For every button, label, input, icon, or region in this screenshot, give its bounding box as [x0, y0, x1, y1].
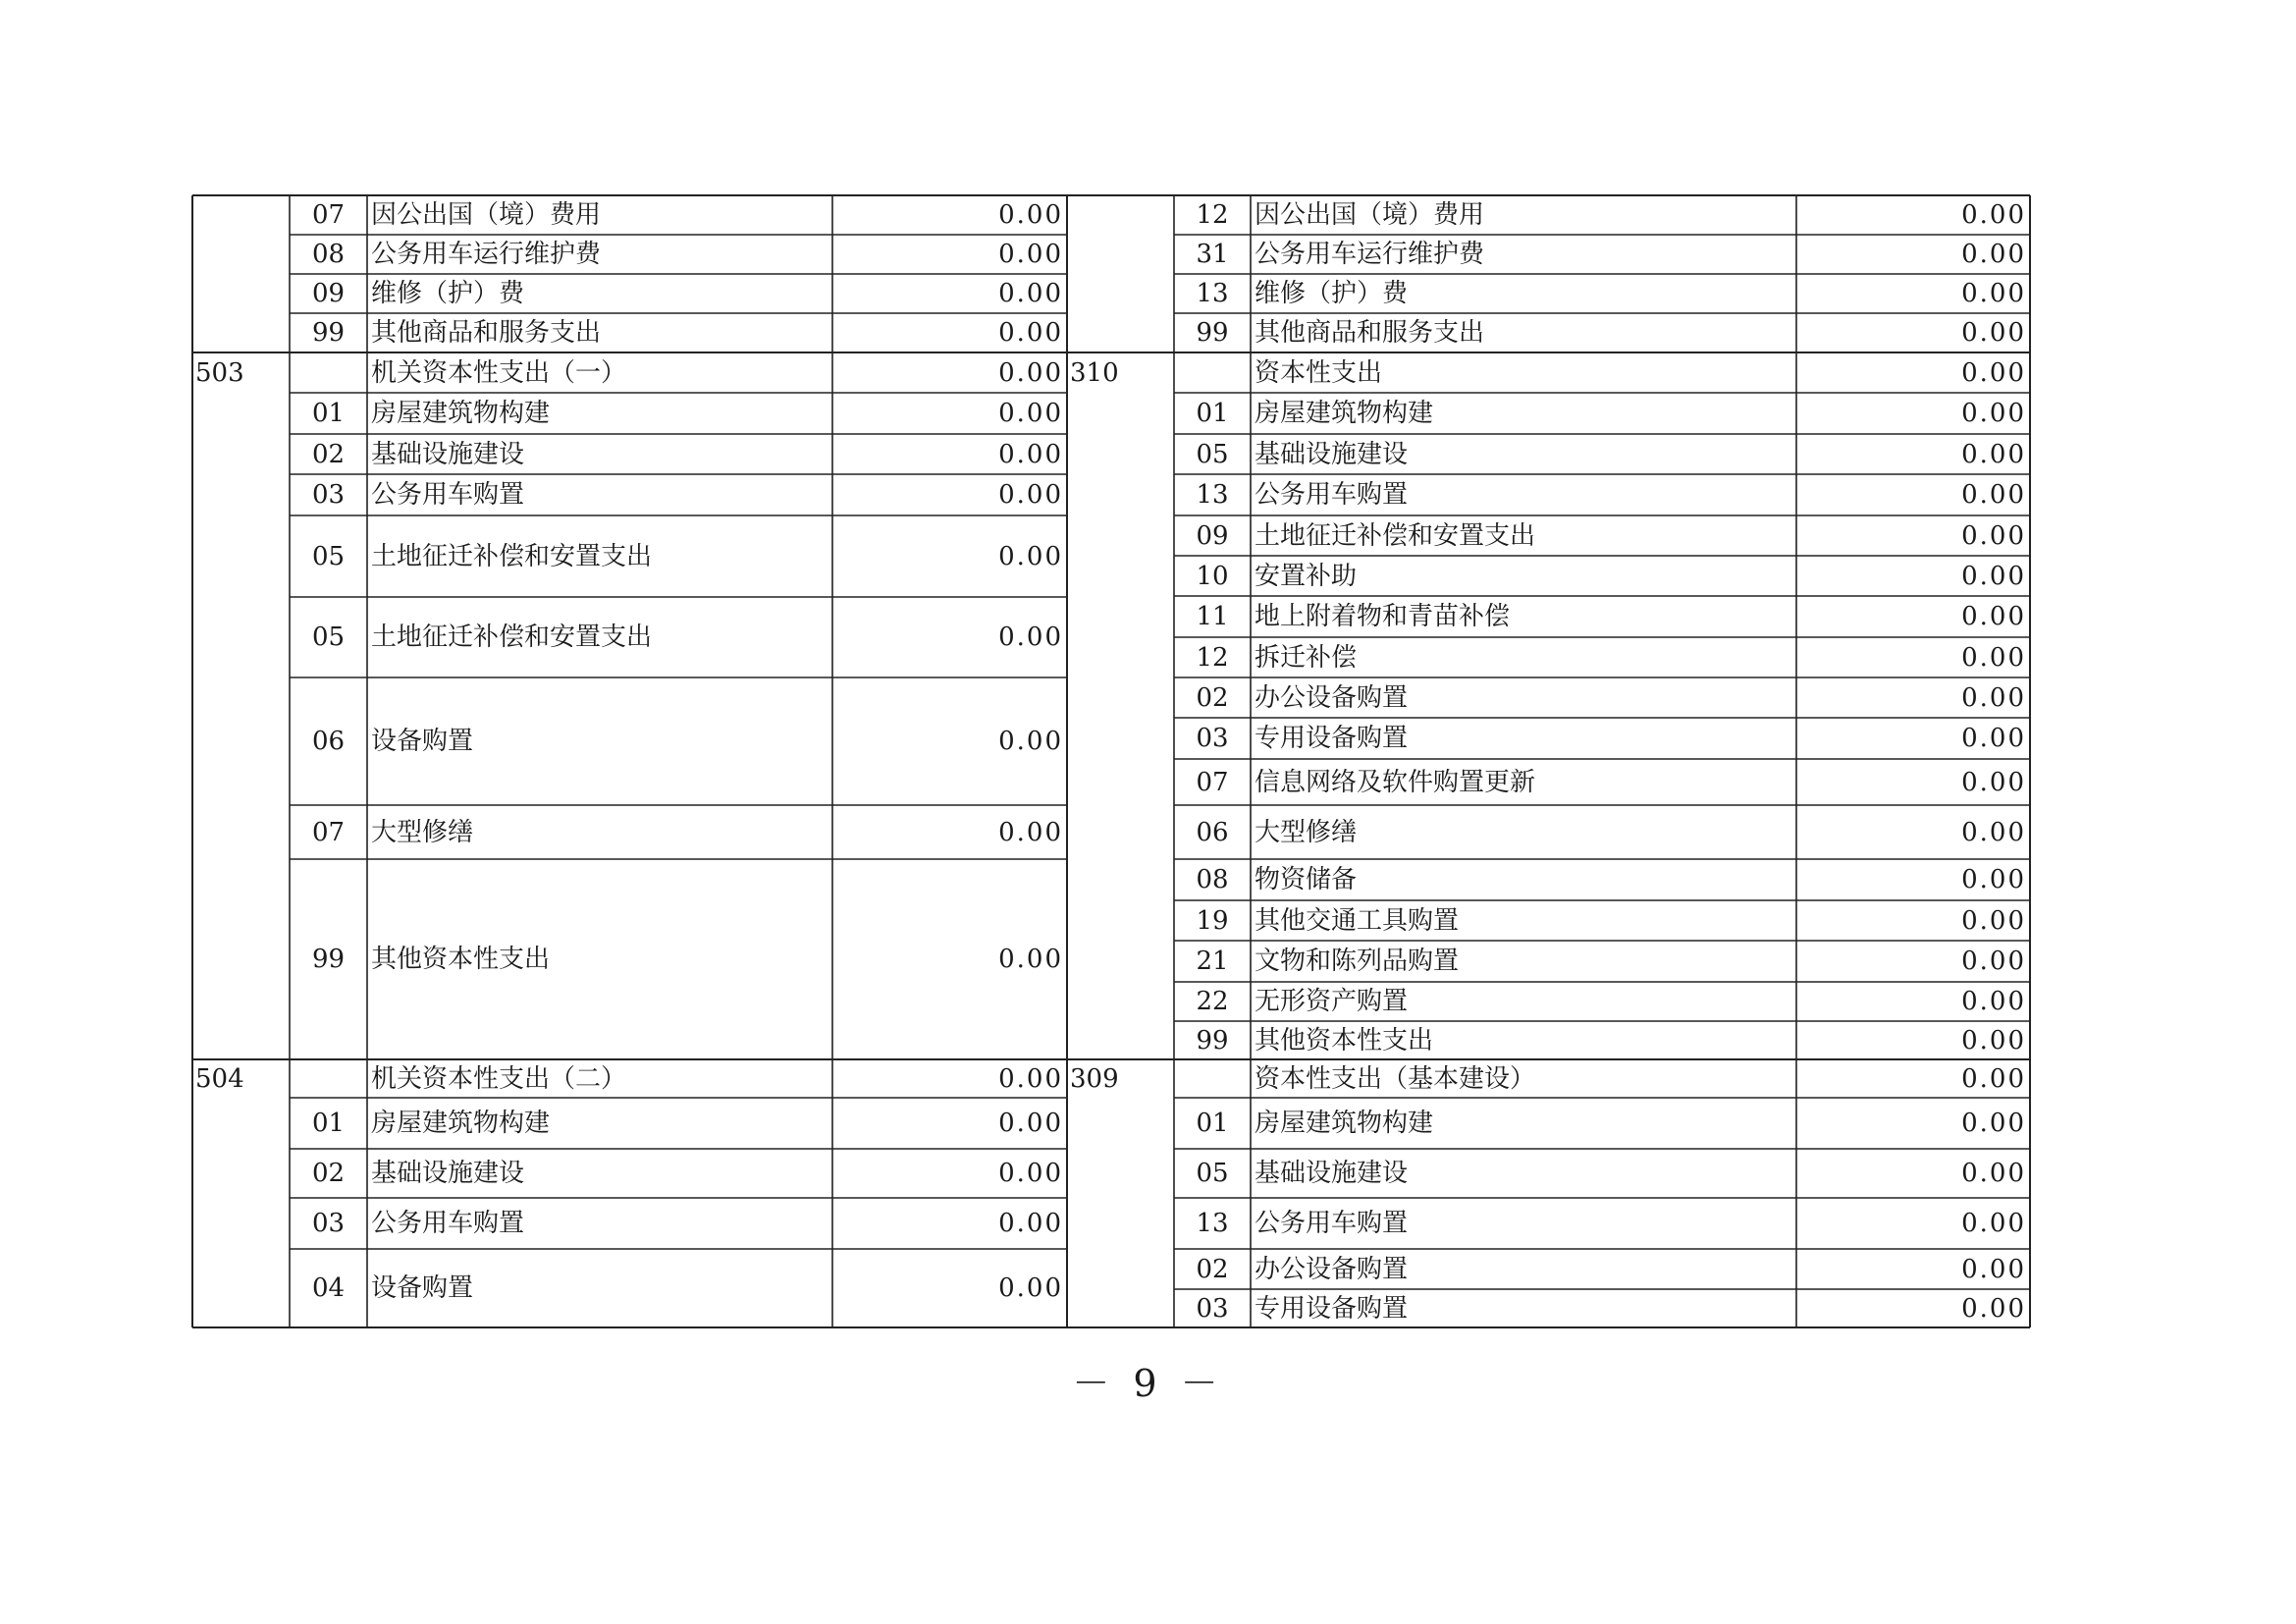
- right-item-name: 基础设施建设: [1255, 439, 1409, 469]
- right-item-amount: 0.00: [1961, 480, 2026, 510]
- left-item-amount: 0.00: [998, 480, 1063, 510]
- right-item-name: 专用设备购置: [1255, 1293, 1409, 1324]
- left-item-code: 02: [311, 1159, 346, 1188]
- page-number: － 9 －: [1072, 1362, 1224, 1405]
- left-item-amount: 0.00: [998, 623, 1063, 652]
- right-item-amount: 0.00: [1961, 561, 2026, 591]
- right-item-amount: 0.00: [1961, 279, 2026, 308]
- left-item-code: 01: [311, 399, 346, 428]
- right-item-amount: 0.00: [1961, 399, 2026, 428]
- right-item-amount: 0.00: [1961, 439, 2026, 469]
- left-item-name: 基础设施建设: [371, 1159, 525, 1188]
- left-item-name: 其他商品和服务支出: [371, 318, 602, 348]
- right-group-code: 309: [1070, 1063, 1119, 1094]
- left-item-name: 因公出国（境）费用: [371, 200, 602, 230]
- right-item-name: 公务用车运行维护费: [1255, 240, 1485, 269]
- right-item-amount: 0.00: [1961, 817, 2026, 847]
- right-item-name: 房屋建筑物构建: [1255, 399, 1434, 428]
- right-item-code: 08: [1196, 865, 1229, 894]
- left-item-name: 基础设施建设: [371, 439, 525, 469]
- right-item-amount: 0.00: [1961, 767, 2026, 797]
- right-item-name: 公务用车购置: [1255, 480, 1409, 510]
- right-item-code: 02: [1196, 1254, 1229, 1284]
- left-item-name: 土地征迁补偿和安置支出: [371, 623, 653, 652]
- left-group-amount: 0.00: [998, 1063, 1063, 1094]
- right-item-amount: 0.00: [1961, 1293, 2026, 1324]
- right-item-amount: 0.00: [1961, 1254, 2026, 1284]
- right-item-amount: 0.00: [1961, 642, 2026, 673]
- right-item-code: 21: [1196, 947, 1229, 976]
- right-item-code: 05: [1196, 1159, 1229, 1188]
- right-item-amount: 0.00: [1961, 1159, 2026, 1188]
- right-item-code: 99: [1196, 1025, 1229, 1056]
- left-item-amount: 0.00: [998, 817, 1063, 847]
- right-group-name: 资本性支出（基本建设）: [1255, 1063, 1536, 1094]
- right-group-amount: 0.00: [1961, 1063, 2026, 1094]
- right-item-name: 大型修缮: [1255, 817, 1358, 847]
- right-item-name: 无形资产购置: [1255, 987, 1409, 1016]
- left-item-amount: 0.00: [998, 1209, 1063, 1238]
- right-item-amount: 0.00: [1961, 987, 2026, 1016]
- right-item-code: 07: [1196, 767, 1229, 797]
- right-item-amount: 0.00: [1961, 240, 2026, 269]
- left-item-code: 09: [311, 279, 346, 308]
- right-item-name: 专用设备购置: [1255, 724, 1409, 753]
- right-item-code: 10: [1196, 561, 1229, 591]
- left-item-amount: 0.00: [998, 399, 1063, 428]
- left-item-name: 土地征迁补偿和安置支出: [371, 541, 653, 571]
- left-item-name: 其他资本性支出: [371, 945, 551, 974]
- left-item-amount: 0.00: [998, 541, 1063, 571]
- right-item-name: 维修（护）费: [1255, 279, 1409, 308]
- right-item-code: 22: [1196, 987, 1229, 1016]
- left-item-amount: 0.00: [998, 1109, 1063, 1138]
- right-item-code: 01: [1196, 1109, 1229, 1138]
- right-item-amount: 0.00: [1961, 947, 2026, 976]
- right-item-name: 地上附着物和青苗补偿: [1255, 602, 1511, 631]
- right-item-amount: 0.00: [1961, 318, 2026, 348]
- left-item-name: 公务用车购置: [371, 1209, 525, 1238]
- left-item-amount: 0.00: [998, 439, 1063, 469]
- left-item-code: 07: [311, 817, 346, 847]
- right-item-code: 03: [1196, 724, 1229, 753]
- right-item-amount: 0.00: [1961, 1025, 2026, 1056]
- right-item-amount: 0.00: [1961, 1209, 2026, 1238]
- left-item-amount: 0.00: [998, 945, 1063, 974]
- right-item-name: 安置补助: [1255, 561, 1358, 591]
- left-item-amount: 0.00: [998, 318, 1063, 348]
- left-item-name: 房屋建筑物构建: [371, 399, 551, 428]
- left-item-code: 99: [311, 318, 346, 348]
- right-item-name: 文物和陈列品购置: [1255, 947, 1460, 976]
- right-item-code: 31: [1196, 240, 1229, 269]
- left-group-name: 机关资本性支出（二）: [371, 1063, 627, 1094]
- right-item-amount: 0.00: [1961, 905, 2026, 936]
- right-item-name: 基础设施建设: [1255, 1159, 1409, 1188]
- left-item-name: 公务用车运行维护费: [371, 240, 602, 269]
- right-item-code: 13: [1196, 279, 1229, 308]
- right-group-amount: 0.00: [1961, 357, 2026, 388]
- left-item-amount: 0.00: [998, 279, 1063, 308]
- left-item-code: 03: [311, 480, 346, 510]
- right-group-code: 310: [1070, 357, 1119, 388]
- right-item-code: 06: [1196, 817, 1229, 847]
- right-item-code: 99: [1196, 318, 1229, 348]
- right-item-amount: 0.00: [1961, 200, 2026, 230]
- right-item-code: 19: [1196, 905, 1229, 936]
- left-item-code: 06: [311, 727, 346, 756]
- left-item-code: 03: [311, 1209, 346, 1238]
- left-item-code: 05: [311, 541, 346, 571]
- left-group-code: 504: [195, 1063, 244, 1094]
- left-item-name: 设备购置: [371, 1273, 474, 1303]
- left-group-name: 机关资本性支出（一）: [371, 357, 627, 388]
- right-item-code: 01: [1196, 399, 1229, 428]
- right-item-name: 拆迁补偿: [1255, 642, 1358, 673]
- left-item-name: 大型修缮: [371, 817, 474, 847]
- left-item-code: 99: [311, 945, 346, 974]
- right-item-code: 11: [1196, 602, 1229, 631]
- left-item-code: 01: [311, 1109, 346, 1138]
- right-item-code: 02: [1196, 682, 1229, 713]
- right-item-name: 房屋建筑物构建: [1255, 1109, 1434, 1138]
- left-item-name: 房屋建筑物构建: [371, 1109, 551, 1138]
- left-item-name: 公务用车购置: [371, 480, 525, 510]
- left-item-code: 02: [311, 439, 346, 469]
- left-item-amount: 0.00: [998, 240, 1063, 269]
- left-item-amount: 0.00: [998, 200, 1063, 230]
- right-item-code: 03: [1196, 1293, 1229, 1324]
- right-item-amount: 0.00: [1961, 1109, 2026, 1138]
- left-group-amount: 0.00: [998, 357, 1063, 388]
- left-item-code: 05: [311, 623, 346, 652]
- right-item-name: 土地征迁补偿和安置支出: [1255, 520, 1536, 551]
- right-item-code: 12: [1196, 200, 1229, 230]
- right-item-name: 因公出国（境）费用: [1255, 200, 1485, 230]
- right-item-amount: 0.00: [1961, 520, 2026, 551]
- left-item-code: 04: [311, 1273, 346, 1303]
- right-item-code: 05: [1196, 439, 1229, 469]
- right-item-name: 公务用车购置: [1255, 1209, 1409, 1238]
- right-item-name: 物资储备: [1255, 865, 1358, 894]
- left-group-code: 503: [195, 357, 244, 388]
- left-item-name: 设备购置: [371, 727, 474, 756]
- right-item-code: 12: [1196, 642, 1229, 673]
- right-item-amount: 0.00: [1961, 682, 2026, 713]
- left-item-amount: 0.00: [998, 1273, 1063, 1303]
- right-item-amount: 0.00: [1961, 602, 2026, 631]
- left-item-code: 08: [311, 240, 346, 269]
- left-item-amount: 0.00: [998, 727, 1063, 756]
- right-item-code: 09: [1196, 520, 1229, 551]
- right-item-name: 办公设备购置: [1255, 682, 1409, 713]
- right-item-name: 办公设备购置: [1255, 1254, 1409, 1284]
- right-item-code: 13: [1196, 1209, 1229, 1238]
- right-item-amount: 0.00: [1961, 724, 2026, 753]
- right-item-code: 13: [1196, 480, 1229, 510]
- right-item-name: 信息网络及软件购置更新: [1255, 767, 1536, 797]
- right-group-name: 资本性支出: [1255, 357, 1383, 388]
- left-item-amount: 0.00: [998, 1159, 1063, 1188]
- left-item-name: 维修（护）费: [371, 279, 525, 308]
- right-item-name: 其他资本性支出: [1255, 1025, 1434, 1056]
- right-item-name: 其他商品和服务支出: [1255, 318, 1485, 348]
- left-item-code: 07: [311, 200, 346, 230]
- right-item-amount: 0.00: [1961, 865, 2026, 894]
- right-item-name: 其他交通工具购置: [1255, 905, 1460, 936]
